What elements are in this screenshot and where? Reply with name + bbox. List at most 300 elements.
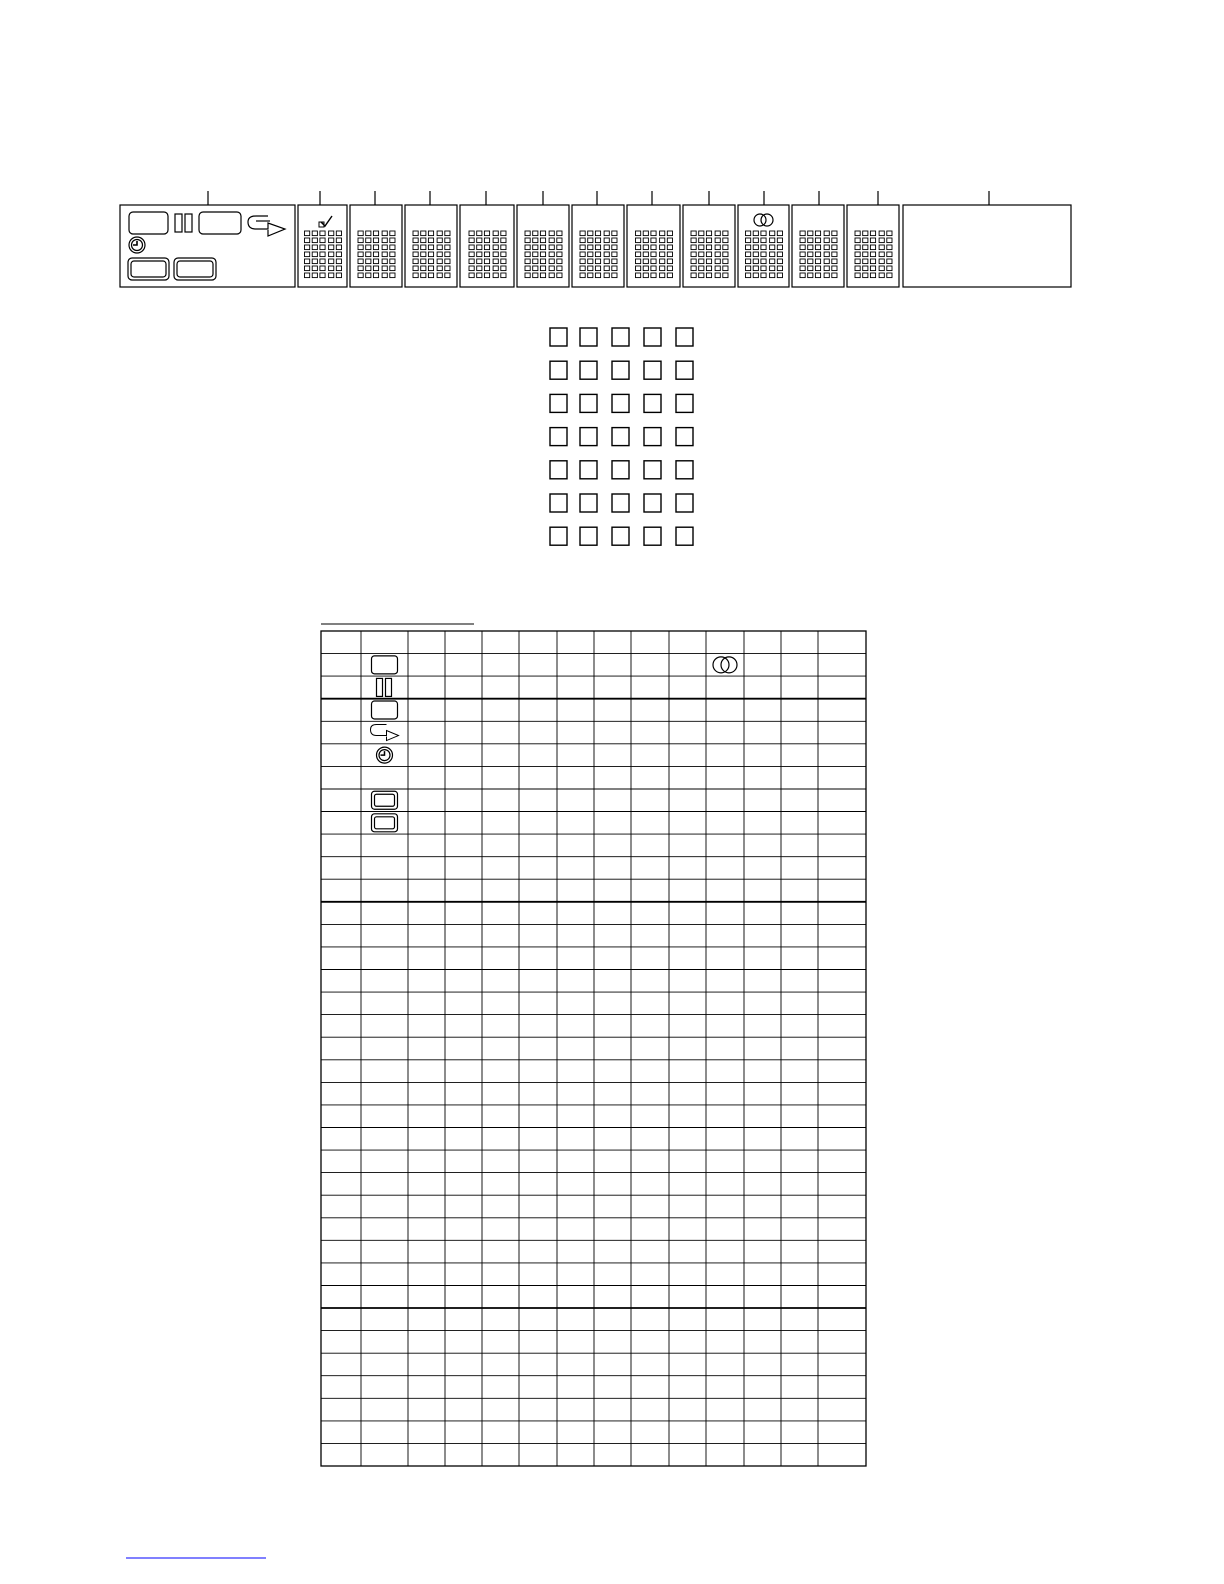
segment-cell [777, 266, 782, 271]
segment-cell [808, 273, 813, 278]
segment-cell [761, 238, 766, 243]
segment-cell [580, 259, 585, 264]
segment-cell [484, 266, 489, 271]
segment-cell [549, 259, 554, 264]
segment-cell [800, 252, 805, 257]
segment-cell [525, 259, 530, 264]
segment-cell [595, 245, 600, 250]
segment-cell [445, 231, 450, 236]
segment-cell [706, 245, 711, 250]
matrix-dot [580, 527, 597, 545]
segment-cell [604, 266, 609, 271]
segment-cell [366, 259, 371, 264]
segment-cell [604, 252, 609, 257]
segment-cell [320, 231, 325, 236]
matrix-dot [612, 328, 629, 346]
segment-cell [879, 273, 884, 278]
segment-cell [557, 252, 562, 257]
segment-cell [580, 245, 585, 250]
segment-cell [863, 266, 868, 271]
double-rect-icon [174, 258, 216, 280]
segment-cell [808, 266, 813, 271]
segment-cell [723, 273, 728, 278]
segment-cell [667, 259, 672, 264]
segment-cell [761, 273, 766, 278]
segment-cell [428, 231, 433, 236]
segment-cell [437, 259, 442, 264]
segment-cell [477, 259, 482, 264]
segment-cell [484, 231, 489, 236]
segment-cell [746, 273, 751, 278]
segment-section [298, 205, 347, 287]
segment-cell [484, 259, 489, 264]
segment-cell [366, 238, 371, 243]
matrix-dot [612, 428, 629, 446]
matrix-dot [550, 494, 567, 512]
segment-cell [808, 259, 813, 264]
segment-cell [691, 259, 696, 264]
segment-cell [643, 245, 648, 250]
segment-cell [879, 252, 884, 257]
segment-cell [770, 273, 775, 278]
segment-cell [525, 252, 530, 257]
segment-cell [329, 259, 334, 264]
segment-cell [588, 266, 593, 271]
segment-cell [549, 238, 554, 243]
segment-cell [413, 273, 418, 278]
leader-lines [208, 191, 989, 205]
segment-cell [770, 231, 775, 236]
segment-section [517, 205, 569, 287]
segment-cell [879, 238, 884, 243]
segment-cell [815, 266, 820, 271]
segment-cell [651, 266, 656, 271]
segment-cell [477, 266, 482, 271]
segment-cell [706, 259, 711, 264]
segment-cell [800, 266, 805, 271]
matrix-dot [612, 461, 629, 479]
segment-cell [305, 231, 310, 236]
segment-cell [336, 259, 341, 264]
matrix-dot [580, 361, 597, 379]
segment-cell [753, 266, 758, 271]
segment-cell [636, 238, 641, 243]
segment-cell [832, 245, 837, 250]
double-rect-icon [128, 258, 169, 280]
segment-cell [428, 259, 433, 264]
segment-cell [501, 245, 506, 250]
segment-cell [855, 266, 860, 271]
segment-cell [863, 273, 868, 278]
segment-cell [824, 252, 829, 257]
segment-cell [870, 245, 875, 250]
segment-cell [706, 231, 711, 236]
segment-cell [855, 252, 860, 257]
segment-cell [329, 231, 334, 236]
segment-cell [636, 252, 641, 257]
segment-cell [445, 259, 450, 264]
segment-section [627, 205, 680, 287]
segment-cell [484, 252, 489, 257]
segment-cell [557, 238, 562, 243]
matrix-dot [612, 494, 629, 512]
segment-cell [588, 231, 593, 236]
segment-cell [493, 266, 498, 271]
segment-cell [320, 266, 325, 271]
segment-cell [887, 231, 892, 236]
dot-matrix-diagram [550, 328, 693, 545]
segment-cell [879, 259, 884, 264]
segment-cell [366, 266, 371, 271]
segment-cell [699, 266, 704, 271]
segment-cell [557, 273, 562, 278]
segment-cell [413, 238, 418, 243]
segment-cell [540, 245, 545, 250]
segment-cell [824, 273, 829, 278]
segment-cell [612, 238, 617, 243]
segment-cell [761, 252, 766, 257]
segment-cell [525, 245, 530, 250]
segment-cell [477, 273, 482, 278]
segment-cell [746, 266, 751, 271]
segment-cell [525, 231, 530, 236]
segment-cell [595, 259, 600, 264]
segment-cell [501, 231, 506, 236]
segment-cell [699, 259, 704, 264]
segment-cell [469, 252, 474, 257]
segment-cell [870, 238, 875, 243]
repeat-arrow-icon [371, 725, 399, 741]
segment-cell [746, 259, 751, 264]
segment-cell [855, 231, 860, 236]
control-section-frame [120, 205, 295, 287]
segment-cell [604, 259, 609, 264]
segment-cell [336, 273, 341, 278]
segment-cell [832, 273, 837, 278]
segment-cell [549, 252, 554, 257]
segment-cell [691, 266, 696, 271]
segment-cell [824, 266, 829, 271]
segment-cell [428, 245, 433, 250]
segment-cell [493, 238, 498, 243]
segment-cell [390, 259, 395, 264]
segment-cell [651, 238, 656, 243]
segment-cell [753, 245, 758, 250]
segment-cell [373, 259, 378, 264]
double-rect-icon [372, 814, 398, 832]
segment-cell [595, 252, 600, 257]
segment-cell [533, 238, 538, 243]
segment-cell [525, 266, 530, 271]
segment-cell [557, 266, 562, 271]
segment-section [350, 205, 402, 287]
segment-cell [660, 238, 665, 243]
segment-cell [770, 259, 775, 264]
segment-cell [588, 252, 593, 257]
segment-cell [469, 245, 474, 250]
segment-cell [863, 231, 868, 236]
matrix-dot [644, 461, 661, 479]
pause-icon [175, 214, 192, 232]
segment-cell [604, 245, 609, 250]
segment-cell [305, 238, 310, 243]
segment-cell [691, 238, 696, 243]
segment-cell [382, 259, 387, 264]
segment-cell [660, 273, 665, 278]
dual-circle-icon [754, 214, 773, 226]
segment-cell [373, 266, 378, 271]
segment-cell [445, 252, 450, 257]
segment-table [321, 624, 866, 1466]
segment-cell [366, 252, 371, 257]
segment-cell [761, 259, 766, 264]
segment-cell [706, 266, 711, 271]
segment-cell [879, 245, 884, 250]
segment-cell [636, 266, 641, 271]
segment-cell [691, 252, 696, 257]
blank-section [903, 205, 1071, 287]
segment-cell [651, 252, 656, 257]
segment-section [738, 205, 789, 287]
segment-cell [667, 238, 672, 243]
segment-cell [557, 259, 562, 264]
segment-cell [636, 259, 641, 264]
segment-cell [691, 231, 696, 236]
segment-cell [469, 238, 474, 243]
segment-cell [723, 245, 728, 250]
segment-cell [320, 273, 325, 278]
segment-cell [824, 231, 829, 236]
timer-icon [129, 237, 145, 253]
segment-cell [815, 273, 820, 278]
segment-cell [501, 252, 506, 257]
segment-cell [358, 273, 363, 278]
segment-cell [320, 245, 325, 250]
segment-cell [651, 245, 656, 250]
segment-cell [667, 245, 672, 250]
segment-cell [808, 252, 813, 257]
segment-cell [777, 273, 782, 278]
segment-cell [770, 266, 775, 271]
matrix-dot [644, 494, 661, 512]
segment-cell [428, 273, 433, 278]
double-rect-icon [372, 791, 398, 809]
segment-cell [879, 231, 884, 236]
segment-cell [699, 245, 704, 250]
segment-cell [870, 231, 875, 236]
segment-cell [660, 252, 665, 257]
segment-cell [667, 252, 672, 257]
segment-cell [437, 238, 442, 243]
matrix-dot [676, 361, 693, 379]
segment-cell [643, 266, 648, 271]
segment-cell [540, 252, 545, 257]
segment-cell [815, 238, 820, 243]
segment-cell [887, 273, 892, 278]
segment-cell [815, 252, 820, 257]
segment-cell [808, 245, 813, 250]
segment-cell [390, 273, 395, 278]
segment-cell [469, 273, 474, 278]
matrix-dot [580, 328, 597, 346]
segment-cell [540, 273, 545, 278]
segment-cell [699, 238, 704, 243]
segment-cell [312, 238, 317, 243]
segment-section [847, 205, 899, 287]
segment-cell [761, 266, 766, 271]
segment-cell [493, 273, 498, 278]
segment-section [460, 205, 514, 287]
segment-cell [320, 259, 325, 264]
segment-cell [533, 259, 538, 264]
matrix-dot [580, 428, 597, 446]
segment-cell [660, 266, 665, 271]
segment-cell [549, 266, 554, 271]
display-panel [120, 191, 1071, 287]
matrix-dot [550, 328, 567, 346]
matrix-dot [612, 361, 629, 379]
segment-cell [312, 231, 317, 236]
segment-cell [777, 252, 782, 257]
stop-button-outline [199, 212, 241, 234]
segment-cell [413, 245, 418, 250]
matrix-dot [644, 394, 661, 412]
segment-cell [493, 252, 498, 257]
segment-cell [484, 238, 489, 243]
segment-cell [477, 252, 482, 257]
segment-cell [723, 266, 728, 271]
segment-cell [612, 245, 617, 250]
segment-cell [580, 231, 585, 236]
check-icon [319, 216, 332, 227]
segment-cell [660, 259, 665, 264]
segment-cell [305, 273, 310, 278]
segment-cell [437, 231, 442, 236]
segment-cell [887, 252, 892, 257]
segment-cell [706, 273, 711, 278]
segment-cell [753, 273, 758, 278]
segment-cell [540, 266, 545, 271]
matrix-dot [580, 394, 597, 412]
segment-cell [336, 266, 341, 271]
segment-cell [870, 273, 875, 278]
segment-cell [428, 252, 433, 257]
segment-cell [753, 231, 758, 236]
dual-circle-icon [713, 657, 737, 673]
segment-cell [715, 245, 720, 250]
segment-cell [373, 252, 378, 257]
segment-cell [413, 252, 418, 257]
segment-cell [540, 259, 545, 264]
segment-cell [723, 238, 728, 243]
segment-cell [604, 238, 609, 243]
matrix-dot [550, 361, 567, 379]
segment-cell [312, 245, 317, 250]
segment-cell [469, 231, 474, 236]
segment-cell [723, 231, 728, 236]
segment-cell [421, 259, 426, 264]
segment-cell [777, 245, 782, 250]
segment-cell [691, 273, 696, 278]
segment-cell [540, 231, 545, 236]
segment-cell [723, 252, 728, 257]
segment-cell [390, 245, 395, 250]
segment-cell [746, 231, 751, 236]
segment-cell [651, 259, 656, 264]
segment-cell [421, 238, 426, 243]
segment-cell [855, 259, 860, 264]
segment-cell [863, 245, 868, 250]
segment-cell [525, 273, 530, 278]
segment-cell [437, 266, 442, 271]
segment-cell [588, 238, 593, 243]
segment-cell [715, 273, 720, 278]
segment-cell [493, 259, 498, 264]
segment-cell [636, 273, 641, 278]
segment-cell [870, 252, 875, 257]
segment-cell [329, 252, 334, 257]
segment-cell [643, 252, 648, 257]
segment-cell [761, 231, 766, 236]
segment-cell [715, 252, 720, 257]
segment-cell [870, 259, 875, 264]
segment-cell [699, 252, 704, 257]
segment-cell [770, 238, 775, 243]
segment-cell [373, 238, 378, 243]
segment-cell [777, 259, 782, 264]
segment-cell [312, 259, 317, 264]
segment-cell [612, 259, 617, 264]
segment-cell [815, 245, 820, 250]
segment-cell [746, 238, 751, 243]
segment-cell [469, 259, 474, 264]
segment-cell [595, 266, 600, 271]
segment-cell [746, 252, 751, 257]
segment-section-frame [298, 205, 347, 287]
segment-cell [667, 231, 672, 236]
segment-cell [305, 245, 310, 250]
segment-cell [557, 245, 562, 250]
segment-cell [312, 273, 317, 278]
segment-cell [469, 266, 474, 271]
segment-cell [667, 273, 672, 278]
segment-cell [382, 266, 387, 271]
segment-cell [643, 238, 648, 243]
segment-cell [770, 245, 775, 250]
segment-cell [753, 238, 758, 243]
control-section [120, 205, 295, 287]
segment-section [572, 205, 624, 287]
segment-cell [832, 266, 837, 271]
segment-cell [800, 231, 805, 236]
segment-cell [706, 238, 711, 243]
matrix-dot [644, 328, 661, 346]
matrix-dot [550, 527, 567, 545]
segment-cell [855, 245, 860, 250]
segment-cell [484, 273, 489, 278]
segment-cell [305, 266, 310, 271]
segment-cell [533, 245, 538, 250]
segment-cell [832, 259, 837, 264]
segment-cell [366, 245, 371, 250]
segment-cell [808, 238, 813, 243]
segment-cell [358, 252, 363, 257]
segment-cell [312, 252, 317, 257]
segment-cell [777, 238, 782, 243]
segment-cell [580, 252, 585, 257]
segment-cell [549, 231, 554, 236]
matrix-dot [644, 527, 661, 545]
